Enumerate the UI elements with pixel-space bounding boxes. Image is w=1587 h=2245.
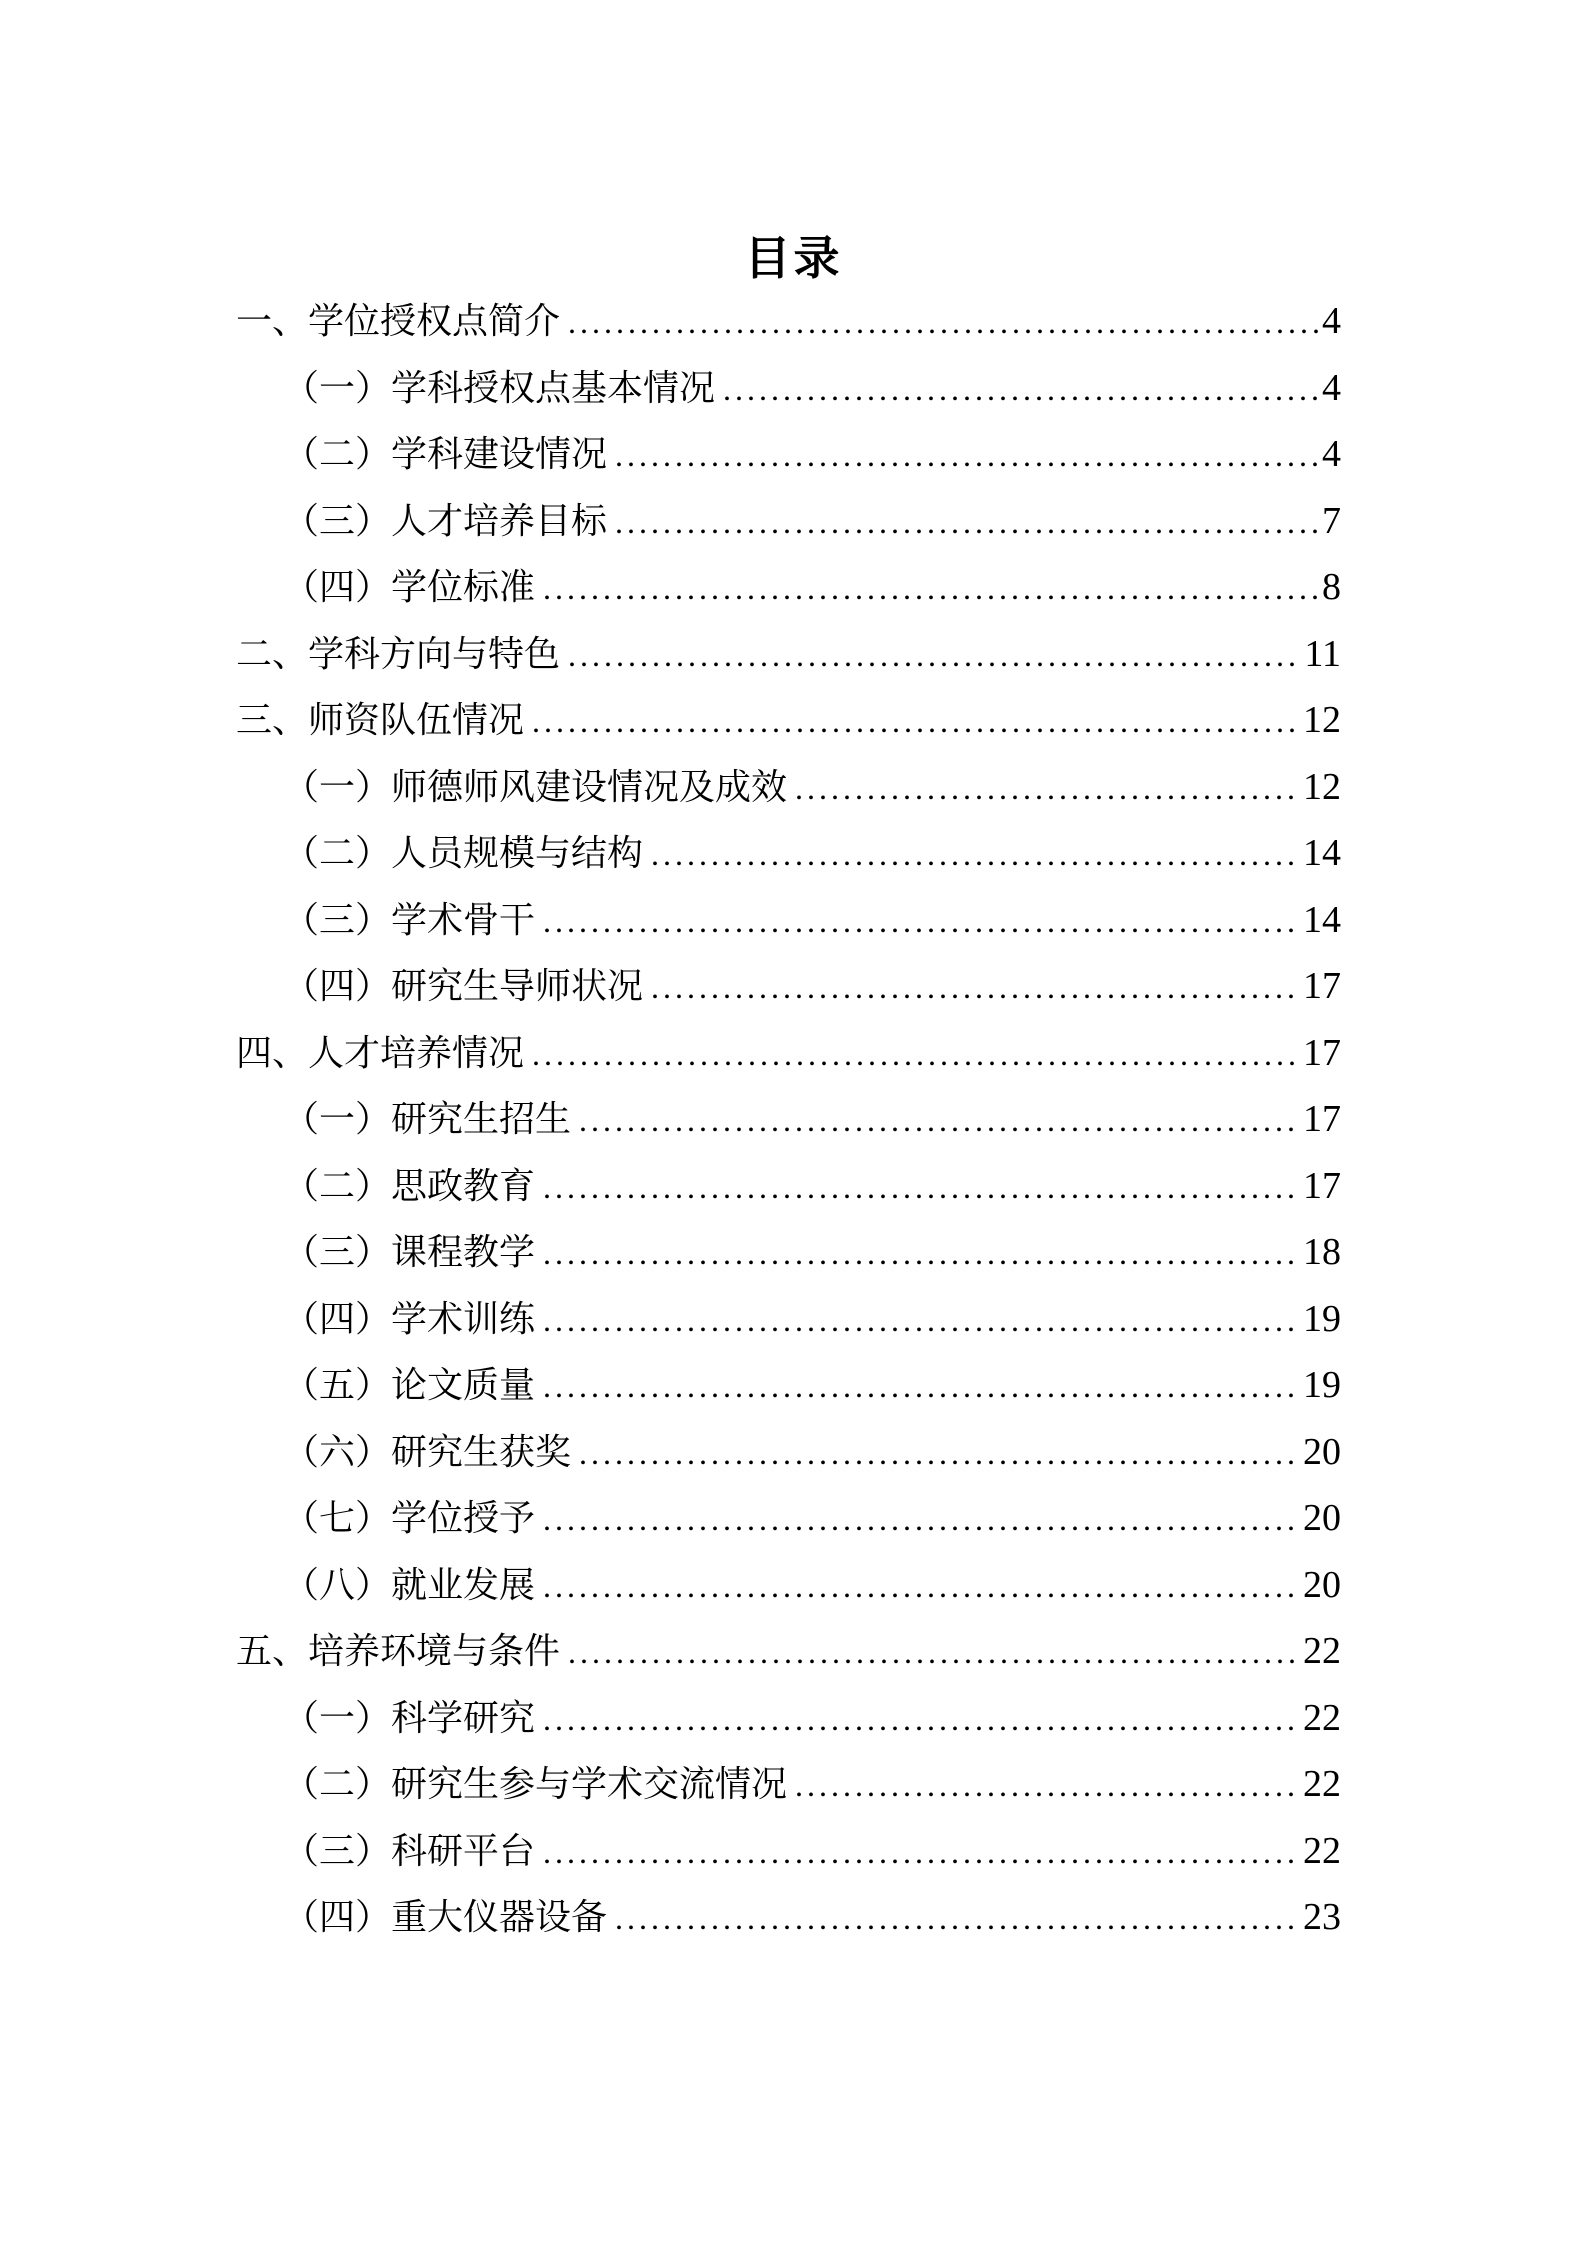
- leader-dots: [543, 1686, 1300, 1753]
- toc-entry[interactable]: [236, 1352, 1341, 1419]
- toc-entry-page-number: 17: [1303, 965, 1341, 1007]
- leader-dots: [568, 289, 1319, 356]
- toc-entry[interactable]: [236, 1419, 1341, 1486]
- toc-entry-page-number: 17: [1303, 1098, 1341, 1140]
- leader-dots: [543, 1819, 1300, 1886]
- toc-entry-label: 一、学位授权点简介: [236, 301, 561, 341]
- leader-dots: [532, 1021, 1300, 1088]
- toc-entry-label: （八）就业发展: [283, 1564, 536, 1605]
- toc-entry-page-number: 20: [1303, 1563, 1341, 1606]
- toc-entry-label: （一）学科授权点基本情况: [283, 367, 716, 408]
- toc-entry-label: （二）思政教育: [283, 1165, 536, 1206]
- toc-entry-page-number: 8: [1322, 566, 1341, 608]
- leader-dots: [795, 755, 1300, 822]
- toc-entry-label: （四）学术训练: [283, 1298, 536, 1339]
- leader-dots: [543, 1553, 1300, 1620]
- toc-entry[interactable]: [236, 1086, 1341, 1153]
- leader-dots: [543, 1220, 1300, 1287]
- toc-entry-label: （四）重大仪器设备: [283, 1897, 608, 1937]
- toc-entry-label: （三）人才培养目标: [283, 500, 608, 541]
- toc-entry-page-number: 14: [1303, 832, 1341, 874]
- toc-entry[interactable]: [236, 1020, 1341, 1087]
- toc-entry-page-number: 23: [1303, 1896, 1341, 1938]
- toc-entry[interactable]: [236, 887, 1341, 954]
- toc-entry-page-number: 14: [1303, 898, 1341, 941]
- toc-entry-label: （六）研究生获奖: [283, 1431, 572, 1472]
- toc-entry-label: （二）研究生参与学术交流情况: [283, 1764, 788, 1804]
- toc-entry[interactable]: [236, 1219, 1341, 1286]
- toc-entry[interactable]: [236, 820, 1341, 887]
- leader-dots: [651, 821, 1300, 888]
- toc-entry-page-number: 20: [1303, 1497, 1341, 1539]
- leader-dots: [723, 356, 1319, 423]
- toc-entry-label: （三）学术骨干: [283, 899, 536, 940]
- toc-title: 目录: [744, 232, 843, 284]
- toc-entry[interactable]: [236, 621, 1341, 688]
- leader-dots: [543, 1486, 1300, 1553]
- toc-entry-page-number: 7: [1322, 499, 1341, 542]
- toc-entry[interactable]: [236, 1286, 1341, 1353]
- toc-entry-page-number: 12: [1303, 699, 1341, 741]
- leader-dots: [579, 1087, 1300, 1154]
- leader-dots: [543, 555, 1319, 622]
- toc-entry[interactable]: [236, 1552, 1341, 1619]
- toc-entry[interactable]: [236, 1818, 1341, 1885]
- leader-dots: [579, 1420, 1300, 1487]
- toc-entry-label: （四）研究生导师状况: [283, 966, 644, 1006]
- leader-dots: [615, 422, 1319, 489]
- toc-entry-page-number: 22: [1303, 1630, 1341, 1672]
- toc-list: [236, 288, 1341, 1951]
- toc-entry-label: （七）学位授予: [283, 1498, 536, 1538]
- toc-entry-page-number: 22: [1303, 1696, 1341, 1739]
- toc-entry-page-number: 11: [1304, 632, 1341, 675]
- toc-entry-label: （四）学位标准: [283, 567, 536, 607]
- toc-entry-label: （二）人员规模与结构: [283, 833, 644, 873]
- toc-entry[interactable]: [236, 953, 1341, 1020]
- toc-entry-page-number: 4: [1322, 366, 1341, 409]
- toc-entry-label: 四、人才培养情况: [236, 1032, 525, 1073]
- toc-entry-label: 五、培养环境与条件: [236, 1631, 561, 1671]
- toc-entry-label: （二）学科建设情况: [283, 434, 608, 474]
- leader-dots: [615, 1885, 1300, 1952]
- toc-entry-page-number: 4: [1322, 433, 1341, 475]
- toc-entry[interactable]: [236, 1153, 1341, 1220]
- leader-dots: [543, 1287, 1300, 1354]
- toc-entry[interactable]: [236, 1618, 1341, 1685]
- toc-entry-page-number: 4: [1322, 300, 1341, 342]
- toc-entry-page-number: 18: [1303, 1231, 1341, 1273]
- toc-entry[interactable]: [236, 1751, 1341, 1818]
- leader-dots: [543, 1154, 1300, 1221]
- leader-dots: [543, 1353, 1300, 1420]
- toc-entry[interactable]: [236, 687, 1341, 754]
- toc-entry[interactable]: [236, 1884, 1341, 1951]
- toc-entry[interactable]: [236, 421, 1341, 488]
- toc-entry-label: （五）论文质量: [283, 1365, 536, 1405]
- toc-entry-page-number: 19: [1303, 1364, 1341, 1406]
- toc-entry-page-number: 12: [1303, 765, 1341, 808]
- toc-entry-page-number: 20: [1303, 1430, 1341, 1473]
- toc-entry[interactable]: [236, 1685, 1341, 1752]
- leader-dots: [568, 1619, 1300, 1686]
- toc-entry-page-number: 22: [1303, 1763, 1341, 1805]
- leader-dots: [568, 622, 1301, 689]
- leader-dots: [651, 954, 1300, 1021]
- leader-dots: [532, 688, 1300, 755]
- toc-entry-label: （一）研究生招生: [283, 1099, 572, 1139]
- toc-entry-label: 三、师资队伍情况: [236, 700, 525, 740]
- toc-entry[interactable]: [236, 288, 1341, 355]
- toc-entry-label: （一）科学研究: [283, 1697, 536, 1738]
- leader-dots: [795, 1752, 1300, 1819]
- toc-entry-page-number: 17: [1303, 1164, 1341, 1207]
- toc-entry-label: （一）师德师风建设情况及成效: [283, 766, 788, 807]
- toc-entry-page-number: 19: [1303, 1297, 1341, 1340]
- leader-dots: [615, 489, 1319, 556]
- toc-entry[interactable]: [236, 488, 1341, 555]
- toc-entry-page-number: 17: [1303, 1031, 1341, 1074]
- toc-entry-label: （三）课程教学: [283, 1232, 536, 1272]
- toc-entry[interactable]: [236, 1485, 1341, 1552]
- leader-dots: [543, 888, 1300, 955]
- toc-entry-page-number: 22: [1303, 1829, 1341, 1872]
- toc-entry[interactable]: [236, 754, 1341, 821]
- toc-entry-label: （三）科研平台: [283, 1830, 536, 1871]
- toc-entry[interactable]: [236, 554, 1341, 621]
- toc-entry[interactable]: [236, 355, 1341, 422]
- toc-entry-label: 二、学科方向与特色: [236, 633, 561, 674]
